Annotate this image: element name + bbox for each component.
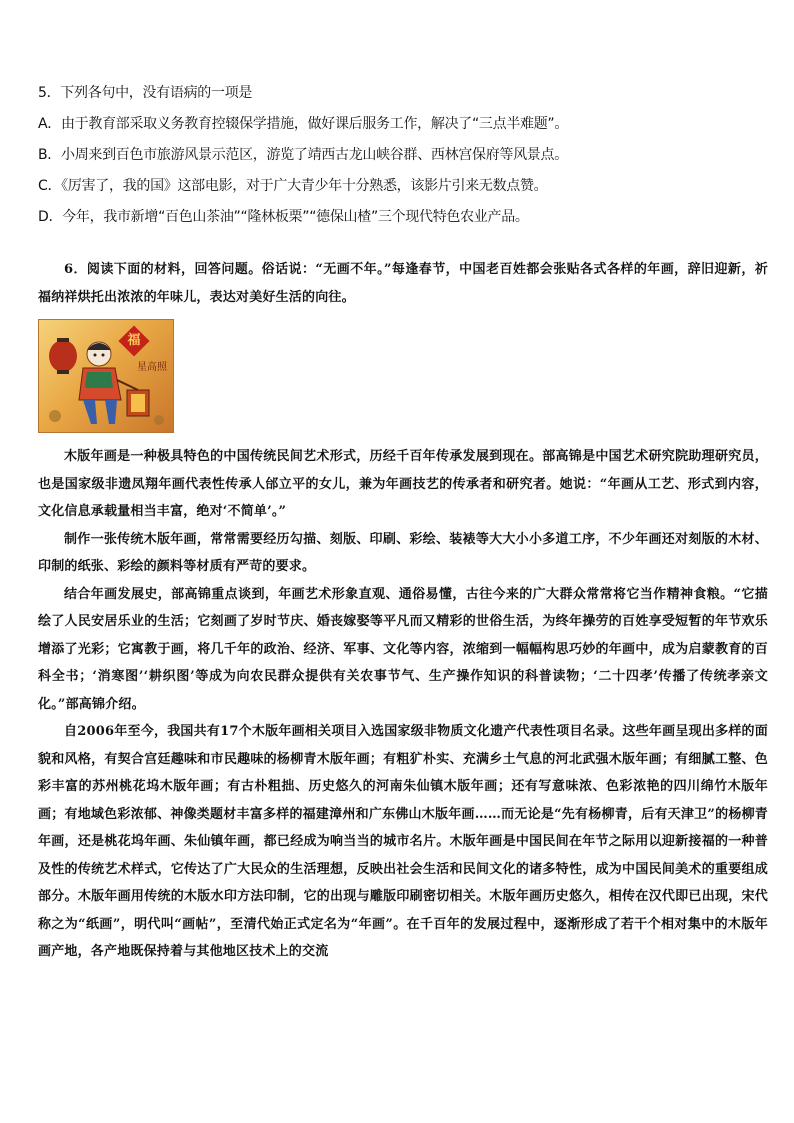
option-d: D．今年，我市新增“百色山茶油”“隆林板栗”“德保山楂”三个现代特色农业产品。 — [38, 209, 529, 225]
question-5 — [38, 78, 768, 233]
question-5-stem: 5．下列各句中，没有语病的一项是 — [38, 85, 253, 101]
new-year-painting-illustration — [39, 320, 173, 432]
option-c: C．《厉害了，我的国》这部电影，对于广大青少年十分熟悉，该影片引来无数点赞。 — [38, 178, 548, 194]
fu-character-badge — [118, 325, 149, 356]
question-6-intro: 6．阅读下面的材料，回答问题。俗话说：“无画不年。”每逢春节，中国老百姓都会张贴各式各样的年画，辞旧迎新，祈福纳祥烘托出浓浓的年味儿，表达对美好生活的向往。 — [38, 262, 768, 305]
fu-character: 福 — [127, 333, 141, 348]
paragraph-4: 自2006年至今，我国共有17个木版年画相关项目入选国家级非物质文化遗产代表性项目名录。这些年画呈现出多样的面貌和风格，有契合宫廷趣味和市民趣味的杨柳青木版年画；有粗犷朴实、充满乡土气息的河北武强木版年画；有细腻工整、色彩丰富的苏州桃花坞木版年画；有古朴粗拙、历史悠久的河南朱仙镇木版年画；还有写意味浓、色彩浓艳的四川绵竹木版年画；有地域色彩浓郁、神像类题材丰富多样的福建漳州和广东佛山木版年画……而无论是“先有杨柳青，后有天津卫”的杨柳青年画，还是桃花坞年画、朱仙镇年画，都已经成为响当当的城市名片。木版年画是中国民间在年节之际用以迎新接福的一种普及性的传统艺术样式，它传达了广大民众的生活理想，反映出社会生活和民间文化的诸多特性，成为中国民间美术的重要组成部分。木版年画用传统的木版水印方法印制，它的出现与雕版印刷密切相关。木版年画历史悠久，相传在汉代即已出现，宋代称之为“纸画”，明代叫“画帖”，至清代始正式定名为“年画”。在千百年的发展过程中，逐渐形成了若干个相对集中的木版年画产地，各产地既保持着与其他地区技术上的交流 — [38, 724, 768, 959]
paragraph-1: 木版年画是一种极具特色的中国传统民间艺术形式，历经千百年传承发展到现在。部高锦是中国艺术研究院助理研究员，也是国家级非遗凤翔年画代表性传承人邰立平的女儿，兼为年画技艺的传承者和研究者。她说：“年画从工艺、形式到内容，文化信息承载量相当丰富，绝对‘不简单’。” — [38, 449, 768, 519]
option-b: B．小周来到百色市旅游风景示范区，游览了靖西古龙山峡谷群、西林宫保府等风景点。 — [38, 147, 568, 163]
paragraph-3: 结合年画发展史，部高锦重点谈到，年画艺术形象直观、通俗易懂，古往今来的广大群众常常将它当作精神食粮。“它描绘了人民安居乐业的生活；它刻画了岁时节庆、婚丧嫁娶等平凡而又精彩的世俗生活，为终年操劳的百姓享受短暂的年节欢乐增添了光彩；它寓教于画，将几千年的政治、经济、军事、文化等内容，浓缩到一幅幅构思巧妙的年画中，成为启蒙教育的百科全书；‘消寒图’‘耕织图’等成为向农民群众提供有关农事节气、生产操作知识的科普读物；‘二十四孝’传播了传统孝亲文化。”部高锦介绍。 — [38, 586, 768, 712]
question-6 — [38, 256, 768, 966]
new-year-painting-image — [38, 319, 174, 433]
paragraph-2: 制作一张传统木版年画，常常需要经历勾描、刻版、印刷、彩绘、装裱等大大小小多道工序，不少年画还对刻版的木材、印制的纸张、彩绘的颜料等材质有严苛的要求。 — [38, 531, 768, 574]
image-caption: 星高照 — [137, 362, 167, 373]
option-a: A．由于教育部采取义务教育控辍保学措施，做好课后服务工作，解决了“三点半难题”。 — [38, 116, 569, 132]
